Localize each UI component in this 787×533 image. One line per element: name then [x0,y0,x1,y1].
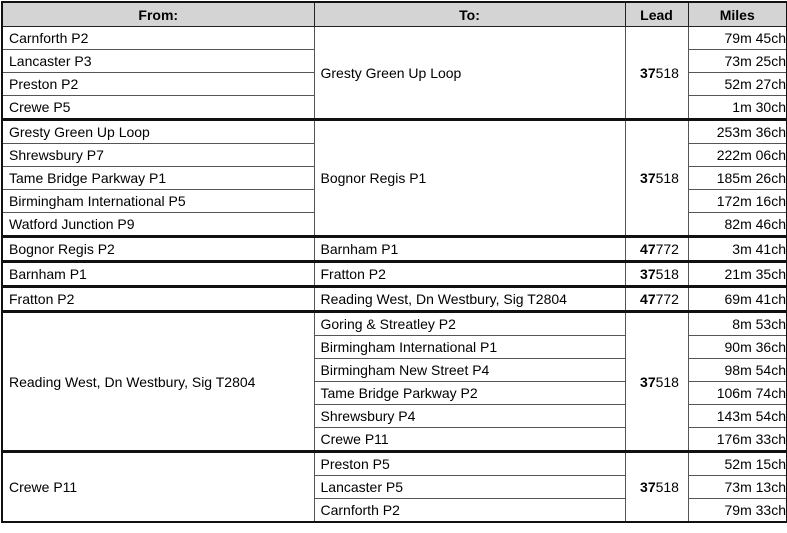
from-cell: Fratton P2 [2,287,314,312]
to-cell: Goring & Streatley P2 [314,312,625,336]
to-cell: Shrewsbury P4 [314,405,625,428]
from-cell: Barnham P1 [2,262,314,287]
lead-cell [625,287,688,312]
miles-cell: 73m 13ch [688,476,787,499]
miles-cell: 253m 36ch [688,120,787,144]
header-from: From: [2,2,314,27]
to-cell: Fratton P2 [314,262,625,287]
table-row [2,237,787,262]
miles-cell: 106m 74ch [688,382,787,405]
header-lead: Lead [625,2,688,27]
table-row [2,120,787,144]
lead-number-suffix: 518 [655,373,679,390]
from-cell: Bognor Regis P2 [2,237,314,262]
table-row [2,312,787,336]
to-cell: Birmingham International P1 [314,336,625,359]
lead-cell [625,120,688,237]
lead-number-suffix: 772 [655,291,679,307]
lead-class-prefix: 47 [640,241,656,257]
miles-cell: 79m 45ch [688,27,787,50]
from-cell: Preston P2 [2,73,314,96]
lead-cell [625,312,688,452]
miles-cell: 222m 06ch [688,144,787,167]
to-cell: Lancaster P5 [314,476,625,499]
to-cell: Tame Bridge Parkway P2 [314,382,625,405]
table-header [2,2,787,27]
lead-number-suffix: 518 [655,266,679,282]
to-cell: Crewe P11 [314,428,625,452]
from-cell: Crewe P5 [2,96,314,120]
lead-class-prefix: 37 [640,479,656,495]
lead-cell [625,27,688,120]
from-cell: Reading West, Dn Westbury, Sig T2804 [2,312,314,452]
miles-cell: 52m 27ch [688,73,787,96]
header-row [2,2,787,27]
to-cell: Gresty Green Up Loop [314,27,625,120]
to-cell: Reading West, Dn Westbury, Sig T2804 [314,287,625,312]
from-cell: Birmingham International P5 [2,190,314,213]
lead-class-prefix: 37 [640,64,656,81]
from-cell: Lancaster P3 [2,50,314,73]
miles-cell: 79m 33ch [688,499,787,523]
miles-cell: 185m 26ch [688,167,787,190]
miles-cell: 69m 41ch [688,287,787,312]
from-cell: Watford Junction P9 [2,213,314,237]
table-row [2,262,787,287]
lead-class-prefix: 47 [640,291,656,307]
miles-cell: 1m 30ch [688,96,787,120]
lead-number-suffix: 518 [655,170,679,186]
from-cell: Crewe P11 [2,452,314,523]
miles-cell: 3m 41ch [688,237,787,262]
lead-cell [625,237,688,262]
table-row [2,287,787,312]
lead-cell [625,262,688,287]
route-table [1,1,787,523]
table-row [2,27,787,50]
lead-number-suffix: 772 [655,241,679,257]
lead-class-prefix: 37 [640,170,656,186]
route-table-container [1,1,786,531]
to-cell: Bognor Regis P1 [314,120,625,237]
lead-number-suffix: 518 [655,479,679,495]
from-cell: Carnforth P2 [2,27,314,50]
lead-class-prefix: 37 [640,266,656,282]
miles-cell: 52m 15ch [688,452,787,476]
miles-cell: 98m 54ch [688,359,787,382]
miles-cell: 82m 46ch [688,213,787,237]
miles-cell: 172m 16ch [688,190,787,213]
miles-cell: 73m 25ch [688,50,787,73]
lead-number-suffix: 518 [655,64,679,81]
miles-cell: 21m 35ch [688,262,787,287]
lead-class-prefix: 37 [640,373,656,390]
from-cell: Shrewsbury P7 [2,144,314,167]
from-cell: Gresty Green Up Loop [2,120,314,144]
from-cell: Tame Bridge Parkway P1 [2,167,314,190]
to-cell: Preston P5 [314,452,625,476]
to-cell: Barnham P1 [314,237,625,262]
to-cell: Birmingham New Street P4 [314,359,625,382]
header-to: To: [314,2,625,27]
miles-cell: 143m 54ch [688,405,787,428]
miles-cell: 176m 33ch [688,428,787,452]
miles-cell: 90m 36ch [688,336,787,359]
miles-cell: 8m 53ch [688,312,787,336]
table-row [2,452,787,476]
to-cell: Carnforth P2 [314,499,625,523]
table-body [2,27,787,523]
lead-cell [625,452,688,523]
header-miles: Miles [688,2,787,27]
